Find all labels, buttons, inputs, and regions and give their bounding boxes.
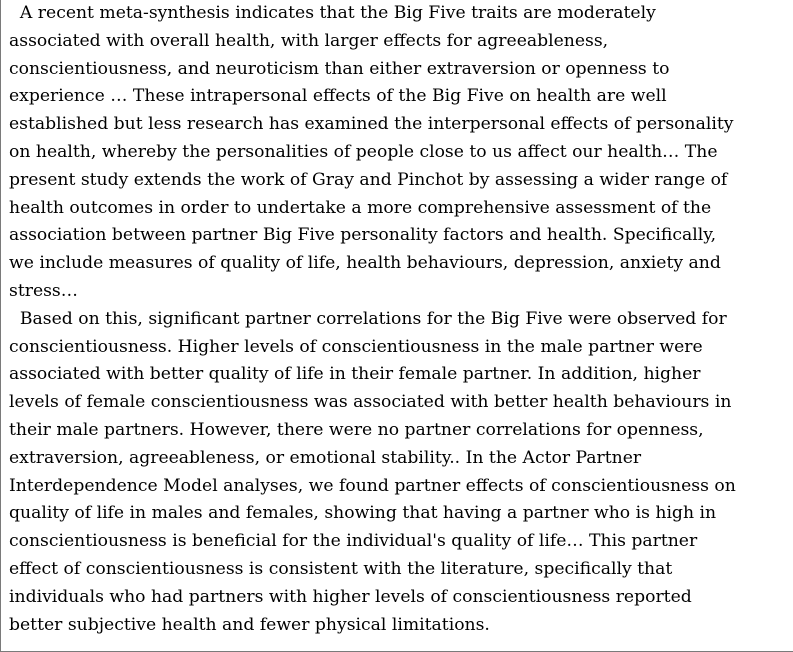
text-line: experience … These intrapersonal effects of the Big Five on health are well (9, 86, 667, 107)
text-line: effect of conscientiousness is consistent with the literature, specifically that (9, 558, 673, 579)
text-line: associated with overall health, with larger effects for agreeableness, (9, 30, 609, 51)
text-line: present study extends the work of Gray and Pinchot by assessing a wider range of (9, 169, 728, 190)
text-line: stress… (9, 280, 78, 301)
text-line: conscientiousness, and neuroticism than either extraversion or openness to (9, 58, 670, 79)
text-line: their male partners. However, there were no partner correlations for openness, (9, 419, 704, 440)
text-line: Interdependence Model analyses, we found partner effects of conscientiousness on (9, 475, 736, 496)
text-line: associated with better quality of life in their female partner. In addition, higher (9, 364, 701, 385)
text-line: individuals who had partners with higher levels of conscientiousness reported (9, 586, 692, 607)
text-line: quality of life in males and females, showing that having a partner who is high in (9, 503, 717, 524)
paragraph-2 (9, 306, 791, 640)
paragraph-1 (9, 0, 791, 306)
text-line: A recent meta-synthesis indicates that the Big Five traits are moderately (9, 3, 656, 23)
document-text (9, 0, 791, 639)
text-line: association between partner Big Five personality factors and health. Specifically, (9, 225, 717, 246)
text-line: Based on this, significant partner correlations for the Big Five were observed for (9, 308, 727, 329)
text-line: conscientiousness is beneficial for the individual's quality of life… This partner (9, 531, 698, 552)
text-line: established but less research has examined the interpersonal effects of personality (9, 114, 734, 135)
text-line: we include measures of quality of life, health behaviours, depression, anxiety and (9, 253, 721, 274)
text-line: conscientiousness. Higher levels of conscientiousness in the male partner were (9, 336, 703, 357)
text-line: better subjective health and fewer physical limitations. (9, 614, 490, 635)
text-line: health outcomes in order to undertake a more comprehensive assessment of the (9, 197, 712, 218)
text-line: extraversion, agreeableness, or emotional stability.. In the Actor Partner (9, 447, 642, 468)
text-line: on health, whereby the personalities of people close to us affect our health… The (9, 141, 718, 162)
text-line: levels of female conscientiousness was associated with better health behaviours in (9, 392, 732, 413)
